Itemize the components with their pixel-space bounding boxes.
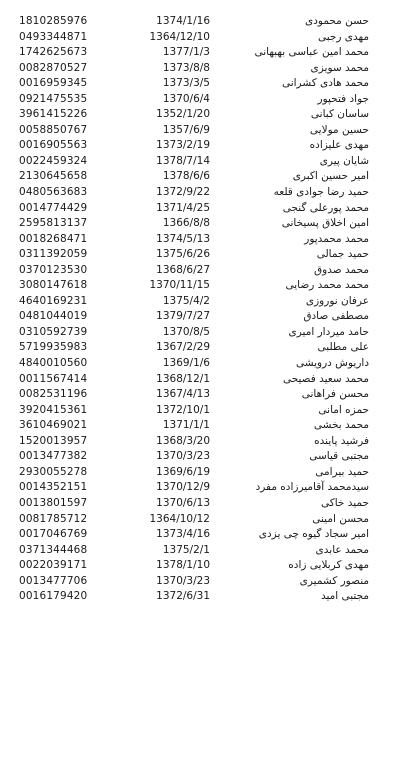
list-item [0, 418, 419, 434]
national-id: 0013477382 [19, 450, 88, 463]
national-id: 0022459324 [19, 154, 88, 167]
full-name: حسن محمودی [305, 15, 369, 27]
national-id: 0082870527 [19, 61, 88, 74]
full-name: محمد محمد رضایی [285, 279, 369, 292]
list-item [0, 14, 419, 30]
list-item [0, 154, 419, 170]
national-id: 0370123530 [19, 263, 88, 276]
full-name: امیر سجاد گیوه چی یزدی [258, 528, 369, 541]
list-item [0, 263, 419, 279]
full-name: محمد بخشی [313, 419, 369, 432]
birth-date: 1374/1/16 [156, 15, 210, 27]
full-name: حمید جمالی [316, 248, 369, 261]
birth-date: 1370/3/23 [156, 574, 210, 587]
full-name: مصطفی صادق [303, 310, 369, 323]
list-item [0, 294, 419, 310]
full-name: حمید رضا جوادی قلعه [273, 186, 369, 199]
national-id: 2595813137 [19, 217, 88, 230]
list-item [0, 185, 419, 201]
list-item [0, 309, 419, 325]
national-id: 0081785712 [19, 512, 88, 525]
national-id: 0371344468 [19, 543, 88, 556]
birth-date: 1367/2/29 [156, 341, 210, 354]
list-item [0, 123, 419, 139]
full-name: عرفان نوروزی [305, 294, 369, 307]
full-name: مهدی علیزاده [309, 139, 369, 152]
national-id: 0058850767 [19, 123, 88, 136]
full-name: ساسان کبانی [310, 108, 369, 121]
national-id: 2930055278 [19, 465, 88, 478]
list-item [0, 107, 419, 123]
national-id: 1810285976 [19, 15, 88, 27]
full-name: محمد محمدپور [304, 232, 369, 245]
list-item [0, 465, 419, 481]
full-name: منصور کشمیری [299, 574, 369, 587]
list-item [0, 356, 419, 372]
national-id: 2130645658 [19, 170, 88, 183]
national-id: 0016905563 [19, 139, 88, 152]
birth-date: 1373/3/5 [162, 77, 210, 90]
full-name: حامد میردار امیری [288, 325, 369, 338]
list-item [0, 527, 419, 543]
birth-date: 1364/12/10 [149, 30, 210, 43]
national-id: 0921475535 [19, 92, 88, 105]
birth-date: 1370/12/9 [156, 481, 210, 494]
birth-date: 1378/7/14 [156, 154, 210, 167]
full-name: علی مطلبی [317, 341, 369, 354]
birth-date: 1373/4/16 [156, 528, 210, 541]
full-name: شایان پیری [319, 154, 369, 167]
birth-date: 1370/11/15 [149, 279, 210, 292]
list-item [0, 216, 419, 232]
full-name: امیر حسین اکبری [292, 170, 369, 183]
birth-date: 1372/6/31 [156, 590, 210, 603]
list-item [0, 232, 419, 248]
list-item [0, 169, 419, 185]
national-id: 0013477706 [19, 574, 88, 587]
list-item [0, 278, 419, 294]
list-item [0, 76, 419, 92]
full-name: محمد عابدی [315, 543, 369, 556]
list-item [0, 589, 419, 605]
national-id: 3920415361 [19, 403, 88, 416]
full-name: محمد صدوق [314, 263, 369, 276]
full-name: فرشید پاینده [314, 434, 369, 447]
birth-date: 1370/8/5 [162, 325, 210, 338]
national-id: 0016959345 [19, 77, 88, 90]
birth-date: 1371/4/25 [156, 201, 210, 214]
list-item [0, 512, 419, 528]
list-item [0, 480, 419, 496]
list-item [0, 543, 419, 559]
list-item [0, 45, 419, 61]
list-item [0, 449, 419, 465]
full-name: امین اخلاق پسیخانی [281, 217, 369, 230]
birth-date: 1378/6/6 [162, 170, 210, 183]
birth-date: 1375/2/1 [162, 543, 210, 556]
birth-date: 1369/1/6 [162, 357, 210, 370]
birth-date: 1377/1/3 [162, 46, 210, 59]
full-name: حمید خاکی [320, 496, 369, 509]
list-item [0, 496, 419, 512]
birth-date: 1374/5/13 [156, 232, 210, 245]
full-name: مهدی رجبی [317, 30, 369, 43]
birth-date: 1371/1/1 [162, 419, 210, 432]
full-name: حسین مولایی [309, 123, 369, 136]
full-name: محمد پورعلی گنجی [282, 201, 369, 214]
birth-date: 1372/10/1 [156, 403, 210, 416]
list-item [0, 434, 419, 450]
national-id: 1742625673 [19, 46, 88, 59]
national-id: 3961415226 [19, 108, 88, 121]
national-id: 0014774429 [19, 201, 88, 214]
full-name: داریوش درویشی [295, 357, 369, 370]
full-name: جواد فتحپور [317, 92, 369, 105]
list-item [0, 61, 419, 77]
national-id: 0082531196 [19, 388, 88, 401]
birth-date: 1370/3/23 [156, 450, 210, 463]
full-name: مهدی کربلایی زاده [288, 559, 369, 572]
national-id: 3080147618 [19, 279, 88, 292]
birth-date: 1372/9/22 [156, 186, 210, 199]
national-id: 0011567414 [19, 372, 88, 385]
birth-date: 1368/3/20 [156, 434, 210, 447]
list-item [0, 325, 419, 341]
birth-date: 1368/6/27 [156, 263, 210, 276]
national-id: 0310592739 [19, 325, 88, 338]
birth-date: 1379/7/27 [156, 310, 210, 323]
birth-date: 1357/6/9 [162, 123, 210, 136]
list-item [0, 372, 419, 388]
national-id: 0016179420 [19, 590, 88, 603]
national-id: 0013801597 [19, 496, 88, 509]
birth-date: 1369/6/19 [156, 465, 210, 478]
national-id: 0014352151 [19, 481, 88, 494]
birth-date: 1375/4/2 [162, 294, 210, 307]
full-name: حمزه امانی [318, 403, 369, 416]
full-name: محمد هادی کشرانی [281, 77, 369, 90]
birth-date: 1352/1/20 [156, 108, 210, 121]
list-item [0, 340, 419, 356]
national-id: 5719935983 [19, 341, 88, 354]
birth-date: 1368/12/1 [156, 372, 210, 385]
birth-date: 1370/6/4 [162, 92, 210, 105]
national-id: 0480563683 [19, 186, 88, 199]
list-item [0, 558, 419, 574]
birth-date: 1367/4/13 [156, 388, 210, 401]
full-name: مجتبی قیاسی [309, 450, 369, 463]
national-id: 0017046769 [19, 528, 88, 541]
list-item [0, 201, 419, 217]
list-item [0, 92, 419, 108]
full-name: محمد امین عباسی بهبهانی [254, 46, 369, 59]
full-name: مجتبی امید [320, 590, 369, 603]
national-id: 4640169231 [19, 294, 88, 307]
birth-date: 1366/8/8 [162, 217, 210, 230]
national-id: 1520013957 [19, 434, 88, 447]
full-name: محمد سویزی [310, 61, 369, 74]
national-id: 0022039171 [19, 559, 88, 572]
national-id: 0018268471 [19, 232, 88, 245]
national-id: 0493344871 [19, 30, 88, 43]
birth-date: 1375/6/26 [156, 248, 210, 261]
national-id: 4840010560 [19, 357, 88, 370]
national-id: 0481044019 [19, 310, 88, 323]
national-id: 3610469021 [19, 419, 88, 432]
records-list [0, 14, 419, 605]
birth-date: 1364/10/12 [149, 512, 210, 525]
full-name: محسن امینی [312, 512, 369, 525]
list-item [0, 574, 419, 590]
birth-date: 1378/1/10 [156, 559, 210, 572]
full-name: سیدمحمد آقامیرزاده مفرد [255, 481, 369, 494]
national-id: 0311392059 [19, 248, 88, 261]
birth-date: 1373/8/8 [162, 61, 210, 74]
full-name: محسن فراهانی [301, 388, 369, 401]
list-item [0, 30, 419, 46]
list-item [0, 403, 419, 419]
list-item [0, 387, 419, 403]
list-item [0, 138, 419, 154]
birth-date: 1370/6/13 [156, 496, 210, 509]
full-name: حمید بیرامی [315, 465, 369, 478]
birth-date: 1373/2/19 [156, 139, 210, 152]
full-name: محمد سعید فصیحی [282, 372, 369, 385]
list-item [0, 247, 419, 263]
